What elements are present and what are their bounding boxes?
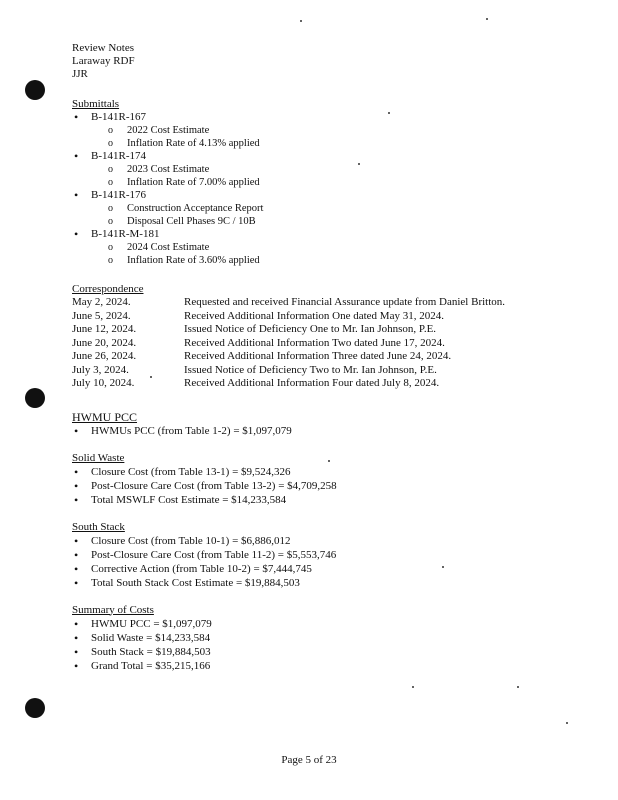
submittal-sublist xyxy=(72,241,572,267)
submittals-heading: Submittals xyxy=(72,98,120,110)
correspondence-section xyxy=(72,283,572,390)
south-stack-heading: South Stack xyxy=(72,520,125,533)
submittal-item xyxy=(72,189,572,202)
correspondence-text: Issued Notice of Deficiency Two to Mr. Ian Johnson, P.E. xyxy=(184,363,437,376)
submittals-list xyxy=(72,111,572,124)
hole-punch-middle xyxy=(25,388,45,408)
submittal-label: B-141R-176 xyxy=(91,189,146,201)
correspondence-date: June 5, 2024. xyxy=(72,309,131,322)
submittal-subitem: o Construction Acceptance Report xyxy=(72,202,572,215)
correspondence-text: Issued Notice of Deficiency One to Mr. Ian Johnson, P.E. xyxy=(184,323,437,335)
correspondence-row xyxy=(72,350,572,363)
hwmu-pcc-heading: HWMU PCC xyxy=(72,409,138,424)
solid-waste-list xyxy=(72,465,572,507)
hwmu-pcc-list xyxy=(72,424,572,438)
header-title: Review Notes xyxy=(72,42,135,54)
submittal-sublist xyxy=(72,163,572,189)
submittal-subitem: o Inflation Rate of 7.00% applied xyxy=(72,176,572,189)
summary-item: • Solid Waste = $14,233,584 xyxy=(72,631,572,645)
correspondence-date: July 3, 2024. xyxy=(72,363,129,376)
submittals-section xyxy=(72,98,572,267)
scan-speck xyxy=(486,18,488,20)
submittal-label: B-141R-167 xyxy=(91,111,146,123)
submittal-subitem: o 2023 Cost Estimate xyxy=(72,163,572,176)
page-number: Page 5 of 23 xyxy=(281,754,337,766)
correspondence-heading: Correspondence xyxy=(72,283,144,295)
summary-section xyxy=(72,604,572,673)
submittal-subitem: o 2024 Cost Estimate xyxy=(72,241,572,254)
submittals-list xyxy=(72,228,572,241)
submittal-subitem: o Disposal Cell Phases 9C / 10B xyxy=(72,215,572,228)
correspondence-text: Received Additional Information Three dated June 24, 2024. xyxy=(184,350,452,362)
correspondence-date: July 10, 2024. xyxy=(72,377,135,389)
summary-list xyxy=(72,617,572,673)
correspondence-row xyxy=(72,323,572,336)
submittals-list xyxy=(72,189,572,202)
submittal-subitem: o 2022 Cost Estimate xyxy=(72,124,572,137)
solid-waste-item: • Post-Closure Care Cost (from Table 13-2) = $4,709,258 xyxy=(72,479,572,493)
hwmu-pcc-section xyxy=(72,411,572,438)
correspondence-row xyxy=(72,310,572,323)
submittal-label: B-141R-M-181 xyxy=(91,228,160,240)
correspondence-row xyxy=(72,364,572,377)
correspondence-row xyxy=(72,337,572,350)
submittal-item xyxy=(72,228,572,241)
solid-waste-heading: Solid Waste xyxy=(72,451,125,464)
correspondence-date: May 2, 2024. xyxy=(72,296,131,308)
correspondence-text: Requested and received Financial Assurance update from Daniel Britton. xyxy=(184,296,506,308)
scan-speck xyxy=(300,20,302,22)
summary-item: • South Stack = $19,884,503 xyxy=(72,645,572,659)
south-stack-list xyxy=(72,534,572,590)
correspondence-text: Received Additional Information One dated May 31, 2024. xyxy=(184,309,444,322)
south-stack-item: • Corrective Action (from Table 10-2) = $7,444,745 xyxy=(72,562,572,576)
scan-speck xyxy=(566,722,568,724)
submittal-item xyxy=(72,150,572,163)
south-stack-item: • Closure Cost (from Table 10-1) = $6,886,012 xyxy=(72,534,572,548)
solid-waste-section xyxy=(72,452,572,507)
submittals-list xyxy=(72,150,572,163)
hole-punch-top xyxy=(25,80,45,100)
solid-waste-item: • Total MSWLF Cost Estimate = $14,233,584 xyxy=(72,493,572,507)
correspondence-date: June 12, 2024. xyxy=(72,323,137,335)
submittal-sublist xyxy=(72,202,572,228)
hwmu-pcc-item: • HWMUs PCC (from Table 1-2) = $1,097,079 xyxy=(72,424,572,438)
hole-punch-bottom xyxy=(25,698,45,718)
summary-heading: Summary of Costs xyxy=(72,603,154,616)
south-stack-section xyxy=(72,521,572,590)
submittal-subitem: o Inflation Rate of 3.60% applied xyxy=(72,254,572,267)
header-facility: Laraway RDF xyxy=(72,55,135,67)
submittal-label: B-141R-174 xyxy=(91,150,146,162)
submittal-sublist xyxy=(72,124,572,150)
correspondence-date: June 26, 2024. xyxy=(72,350,137,362)
correspondence-date: June 20, 2024. xyxy=(72,336,137,349)
south-stack-item: • Total South Stack Cost Estimate = $19,884,503 xyxy=(72,576,572,590)
header-block xyxy=(72,42,572,81)
submittal-item xyxy=(72,111,572,124)
summary-item: • HWMU PCC = $1,097,079 xyxy=(72,617,572,631)
scan-speck xyxy=(412,686,414,688)
solid-waste-item: • Closure Cost (from Table 13-1) = $9,524,326 xyxy=(72,465,572,479)
submittal-subitem: o Inflation Rate of 4.13% applied xyxy=(72,137,572,150)
document-page xyxy=(72,42,572,673)
header-initials: JJR xyxy=(72,68,88,80)
correspondence-row xyxy=(72,377,572,390)
summary-item: • Grand Total = $35,215,166 xyxy=(72,659,572,673)
correspondence-row xyxy=(72,296,572,309)
correspondence-text: Received Additional Information Four dated July 8, 2024. xyxy=(184,377,440,389)
correspondence-text: Received Additional Information Two dated June 17, 2024. xyxy=(184,336,445,349)
scan-speck xyxy=(517,686,519,688)
south-stack-item: • Post-Closure Care Cost (from Table 11-2) = $5,553,746 xyxy=(72,548,572,562)
